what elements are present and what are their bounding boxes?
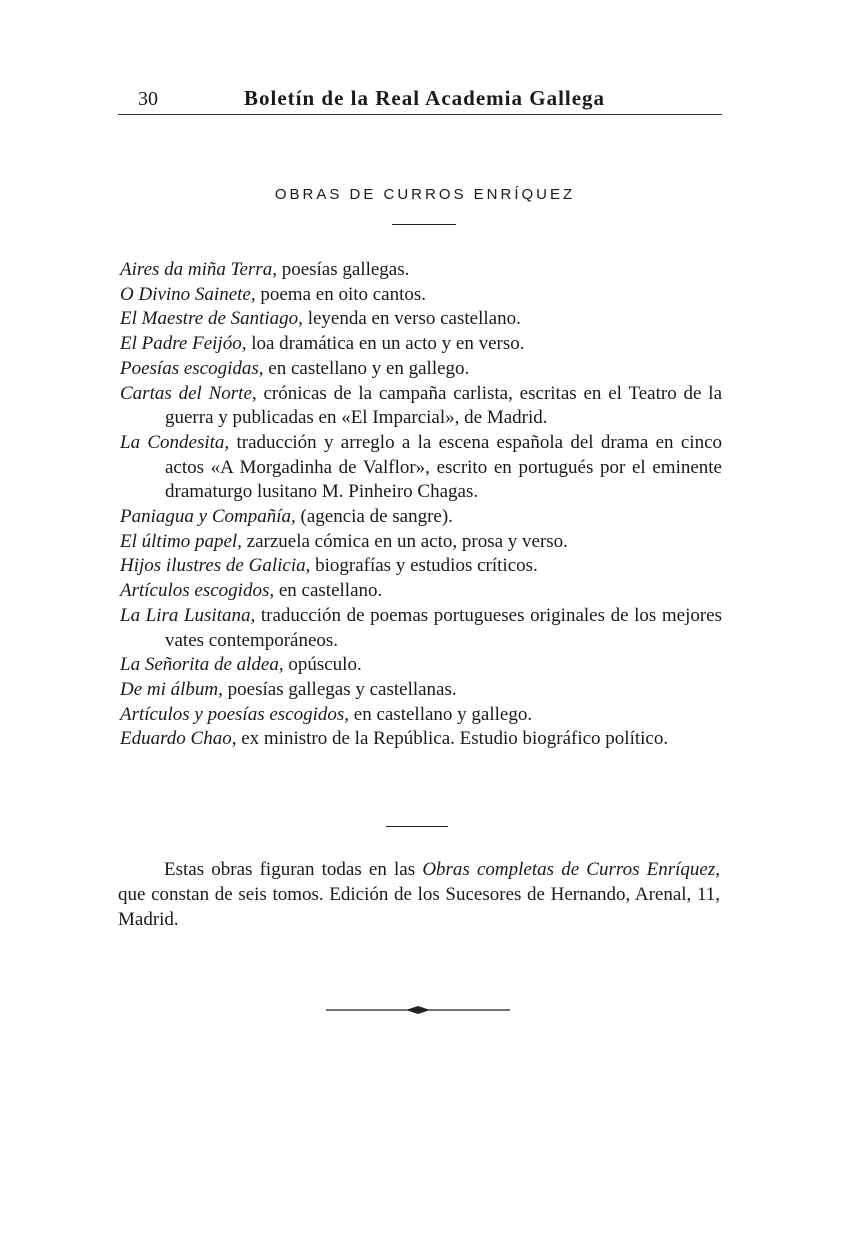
- work-desc: (agencia de sangre).: [295, 506, 453, 528]
- work-desc: poesías gallegas y castellanas.: [222, 678, 457, 700]
- work-title: Eduardo Chao,: [120, 728, 237, 750]
- end-ornament: [326, 1004, 510, 1016]
- work-entry: [120, 307, 722, 332]
- work-entry: [120, 431, 722, 505]
- work-entry: [120, 678, 722, 703]
- work-title: La Condesita,: [120, 431, 230, 453]
- work-desc: poesías gallegas.: [276, 259, 410, 280]
- work-title: Hijos ilustres de Galicia,: [120, 555, 311, 577]
- work-entry: [120, 382, 722, 431]
- work-desc: poema en oito cantos.: [255, 283, 427, 305]
- work-entry: [120, 357, 722, 382]
- work-title: Cartas del Norte,: [120, 382, 257, 404]
- page-number: 30: [138, 88, 158, 110]
- work-entry: [120, 530, 722, 555]
- work-entry: [120, 505, 722, 530]
- work-desc: opúsculo.: [283, 654, 362, 676]
- works-list: [120, 258, 722, 752]
- work-desc: ex ministro de la República. Estudio biográfico político.: [236, 728, 669, 750]
- section-rule: [386, 826, 448, 827]
- work-title: Artículos y poesías escogidos,: [120, 703, 350, 725]
- work-title: La Lira Lusitana,: [120, 604, 256, 626]
- work-title: Paniagua y Compañía,: [120, 506, 296, 528]
- work-entry: [120, 653, 722, 678]
- title-rule: [392, 224, 456, 225]
- section-title: OBRAS DE CURROS ENRÍQUEZ: [274, 186, 576, 203]
- work-entry: [120, 727, 722, 752]
- work-title: El Maestre de Santiago,: [120, 308, 303, 330]
- note-collection-title: Obras completas de Curros Enríquez,: [422, 859, 720, 880]
- work-title: El último papel,: [120, 530, 242, 552]
- work-entry: [120, 554, 722, 579]
- note-text: que constan de seis tomos. Edición de los Sucesores de Hernando, Arenal, 11, Madrid.: [118, 884, 720, 930]
- work-desc: leyenda en verso castellano.: [302, 308, 521, 330]
- work-title: Artículos escogidos,: [120, 580, 275, 602]
- work-title: El Padre Feijóo,: [120, 333, 247, 355]
- work-title: La Señorita de aldea,: [120, 654, 284, 676]
- work-entry: [120, 332, 722, 357]
- work-desc: en castellano.: [274, 580, 383, 602]
- work-desc: loa dramática en un acto y en verso.: [246, 333, 525, 355]
- work-entry: [120, 604, 722, 653]
- work-title: Poesías escogidas,: [120, 357, 264, 379]
- note-text: Estas obras figuran todas en las: [164, 859, 423, 880]
- journal-title: Boletín de la Real Academia Gallega: [244, 86, 606, 110]
- work-desc: en castellano y en gallego.: [263, 357, 470, 379]
- work-entry: [120, 283, 722, 308]
- work-entry: [120, 703, 722, 728]
- header-rule: [118, 114, 722, 115]
- work-desc: traducción de poemas portugueses originales de los mejores vates contemporáneos.: [165, 604, 723, 651]
- running-header: [118, 80, 722, 110]
- work-title: De mi álbum,: [120, 678, 223, 700]
- work-entry: [120, 579, 722, 604]
- work-desc: crónicas de la campaña carlista, escritas en el Teatro de la guerra y publicadas en «El Imparcial», de Madrid.: [165, 382, 722, 429]
- work-entry: [120, 258, 722, 283]
- editions-note: [118, 857, 720, 932]
- work-title: O Divino Sainete,: [120, 283, 256, 305]
- work-desc: traducción y arreglo a la escena española del drama en cinco actos «A Morgadinha de Valflor», escrito en portugués por el eminente dramaturgo lusitano M. Pinheiro Chagas.: [165, 431, 722, 503]
- work-desc: zarzuela cómica en un acto, prosa y verso.: [241, 530, 568, 552]
- work-desc: en castellano y gallego.: [349, 703, 533, 725]
- work-title: Aires da miña Terra,: [120, 259, 277, 280]
- work-desc: biografías y estudios críticos.: [310, 555, 538, 577]
